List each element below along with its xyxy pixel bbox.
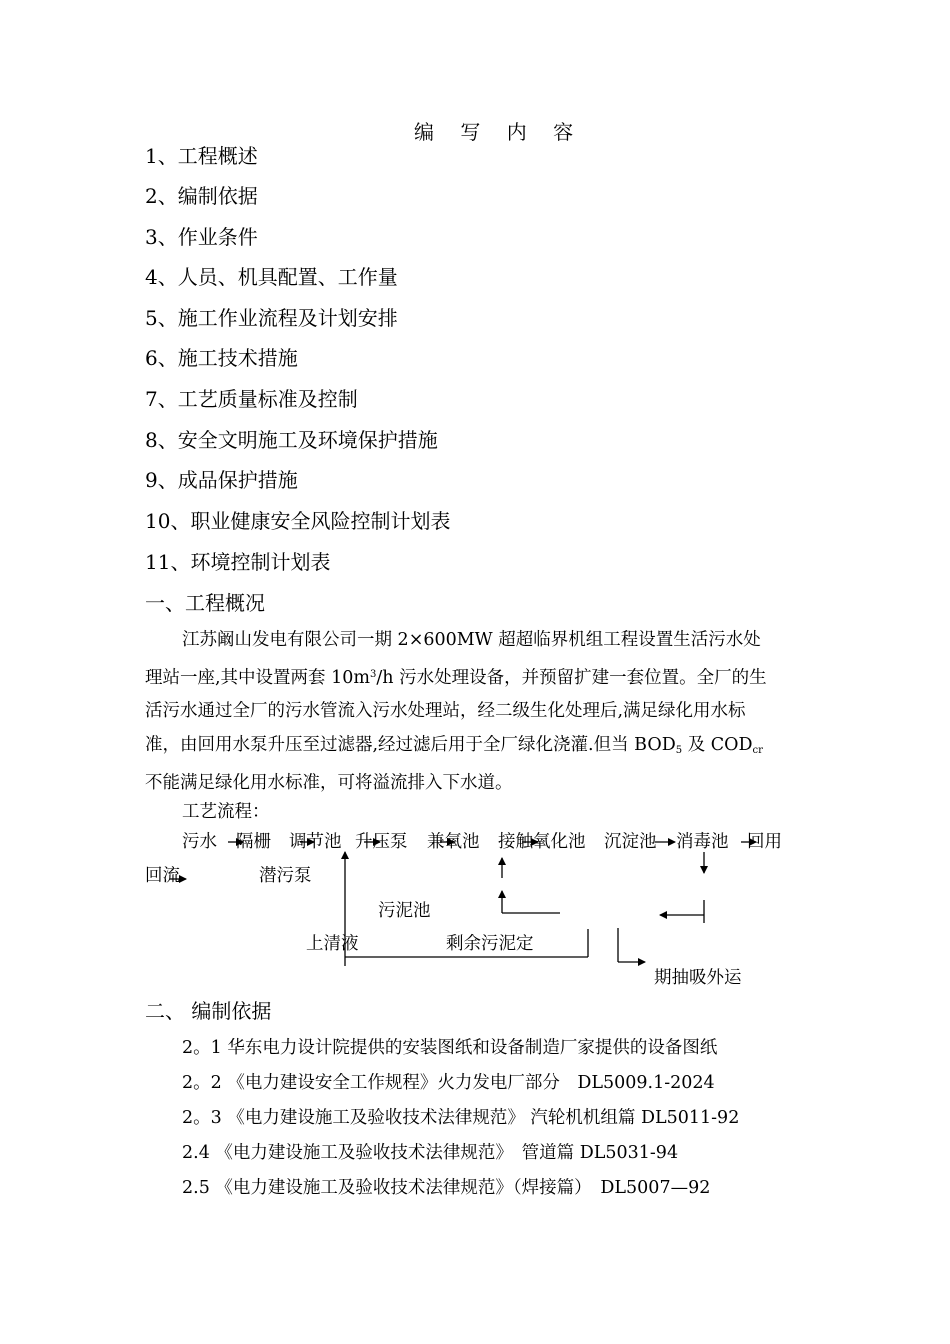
flow-node-huiyong: 回用 — [747, 832, 782, 852]
text-span: 理站一座,其中设置两套 10m — [145, 667, 370, 688]
toc-item: 11、环境控制计划表 — [145, 550, 331, 574]
flow-node-xiaodu: 消毒池 — [676, 832, 729, 852]
toc-item: 10、职业健康安全风险控制计划表 — [145, 509, 451, 533]
toc-item: 6、施工技术措施 — [145, 346, 298, 370]
reference-item: 2。1 华东电力设计院提供的安装图纸和设备制造厂家提供的设备图纸 — [182, 1038, 718, 1058]
paragraph-line: 江苏阚山发电有限公司一期 2×600MW 超超临界机组工程设置生活污水处 — [182, 630, 761, 650]
flow-node-shengyu: 剩余污泥定 — [446, 934, 534, 954]
text-span: 准，由回用水泵升压至过滤器,经过滤后用于全厂绿化浇灌.但当 BOD — [145, 734, 676, 755]
text-span: 及 COD — [682, 734, 753, 755]
toc-item: 4、人员、机具配置、工作量 — [145, 265, 398, 289]
section-heading: 二、 编制依据 — [145, 999, 272, 1023]
flow-node-tiaojie: 调节池 — [289, 832, 342, 852]
flow-node-huiliu: 回流 — [145, 866, 180, 886]
toc-item: 3、作业条件 — [145, 225, 258, 249]
toc-item: 7、工艺质量标准及控制 — [145, 387, 358, 411]
paragraph-line: 不能满足绿化用水标准，可将溢流排入下水道。 — [145, 773, 513, 793]
toc-item: 9、成品保护措施 — [145, 468, 298, 492]
flow-node-qianwu: 潜污泵 — [259, 866, 312, 886]
reference-item: 2。2 《电力建设安全工作规程》火力发电厂部分 DL5009.1-2024 — [182, 1073, 715, 1093]
toc-item: 5、施工作业流程及计划安排 — [145, 306, 398, 330]
flow-node-chendian: 沉淀池 — [604, 832, 657, 852]
subscript: cr — [752, 744, 763, 756]
reference-item: 2.4 《电力建设施工及验收技术法律规范》 管道篇 DL5031-94 — [182, 1143, 679, 1163]
superscript: 3 — [370, 668, 377, 680]
subscript: 5 — [675, 744, 683, 756]
flow-node-wuni: 污泥池 — [378, 901, 431, 921]
flow-node-wushui: 污水 — [182, 832, 217, 852]
page-title: 编 写 内 容 — [414, 120, 584, 144]
flow-node-shangqing: 上清液 — [306, 934, 359, 954]
flow-label: 工艺流程： — [182, 802, 270, 822]
text-span: /h 污水处理设备，并预留扩建一套位置。全厂的生 — [376, 667, 767, 688]
flow-node-jiechu: 接触氧化池 — [498, 832, 586, 852]
flow-node-gezha: 隔栅 — [236, 832, 271, 852]
flow-node-qichou: 期抽吸外运 — [654, 968, 742, 988]
toc-item: 1、工程概述 — [145, 144, 258, 168]
paragraph-line: 活污水通过全厂的污水管流入污水处理站，经二级生化处理后,满足绿化用水标 — [145, 701, 746, 721]
reference-item: 2.5 《电力建设施工及验收技术法律规范》（焊接篇） DL5007—92 — [182, 1178, 711, 1198]
flow-node-jianyang: 兼氧池 — [427, 832, 480, 852]
toc-item: 8、安全文明施工及环境保护措施 — [145, 428, 438, 452]
reference-item: 2。3 《电力建设施工及验收技术法律规范》 汽轮机机组篇 DL5011-92 — [182, 1108, 740, 1128]
section-heading: 一、工程概况 — [145, 591, 265, 615]
flow-node-shengya: 升压泵 — [355, 832, 408, 852]
toc-item: 2、编制依据 — [145, 184, 258, 208]
